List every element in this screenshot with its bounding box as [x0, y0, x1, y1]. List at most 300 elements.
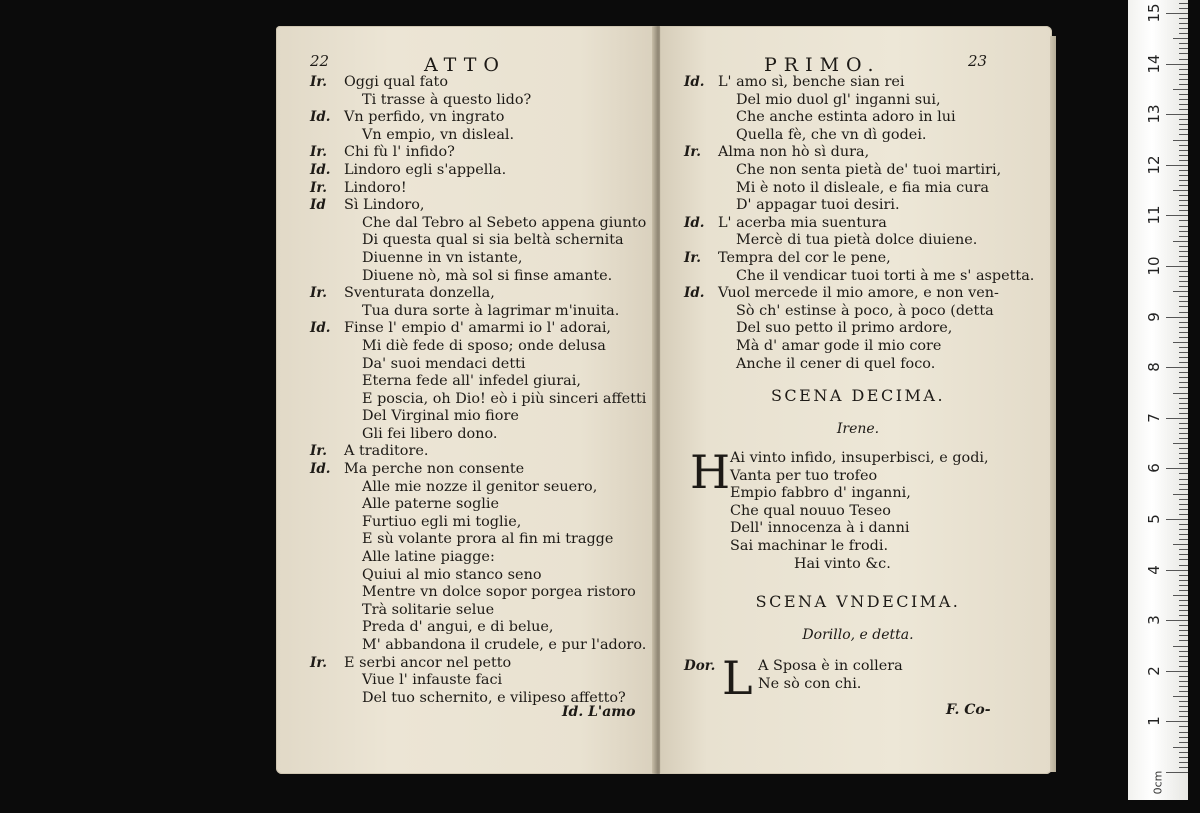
ruler-tick — [1179, 195, 1188, 196]
verse-line — [684, 92, 1052, 110]
ruler-tick — [1179, 43, 1188, 44]
ruler-tick — [1179, 175, 1188, 176]
verse-line — [684, 162, 1052, 180]
line-text: Sò ch' estinse à poco, à poco (detta — [736, 302, 994, 319]
ruler-tick — [1179, 676, 1188, 677]
verse-line — [310, 215, 656, 233]
ruler-number: 3 — [1145, 615, 1163, 625]
ruler-tick — [1173, 595, 1188, 596]
line-text: Eterna fede all' infedel giurai, — [362, 373, 581, 390]
verse-line — [310, 479, 656, 497]
speaker-label: Id. — [684, 74, 705, 90]
ruler-tick — [1179, 499, 1188, 500]
speaker-label: Dor. — [684, 658, 716, 674]
verse-line — [310, 232, 656, 250]
drop-capital: L — [722, 651, 753, 705]
verse-line — [310, 250, 656, 268]
verse-line — [684, 197, 1052, 215]
verse-line: Empio fabbro d' inganni, — [730, 485, 911, 502]
ruler-tick — [1179, 575, 1188, 576]
line-text: E serbi ancor nel petto — [344, 654, 512, 671]
ruler-tick — [1179, 79, 1188, 80]
drop-capital: H — [690, 445, 731, 499]
ruler-tick — [1166, 165, 1188, 166]
verse-line — [310, 461, 656, 479]
ruler-tick — [1179, 433, 1188, 434]
line-text: Preda d' angui, e di belue, — [362, 619, 554, 636]
ruler-number: 6 — [1145, 463, 1163, 474]
verse-line — [310, 584, 656, 602]
line-text: Diuene nò, mà sol si finse amante. — [362, 267, 613, 284]
speaker-label: Ir. — [684, 144, 701, 161]
ruler-tick — [1179, 145, 1188, 146]
ruler-tick — [1166, 570, 1188, 571]
line-text: Finse l' empio d' amarmi io l' adorai, — [344, 320, 611, 337]
verse-line — [684, 303, 1052, 321]
ruler-tick — [1179, 726, 1188, 727]
ruler-number: 5 — [1145, 514, 1163, 524]
ruler-tick — [1179, 732, 1188, 733]
line-text: A traditore. — [344, 443, 429, 460]
line-text: Vn empio, vn disleal. — [362, 126, 515, 143]
verse-line — [310, 408, 656, 426]
verse-line: Ne sò con chi. — [758, 675, 862, 692]
verse-line — [684, 109, 1052, 127]
line-text: Mentre vn dolce sopor porgea ristoro — [362, 584, 636, 601]
speaker-label: Id. — [310, 461, 331, 478]
ruler-tick — [1179, 210, 1188, 211]
ruler-tick — [1179, 585, 1188, 586]
verse-line — [310, 391, 656, 409]
verse-line — [310, 303, 656, 321]
ruler-tick — [1179, 630, 1188, 631]
ruler-tick — [1179, 322, 1188, 323]
scene-character: Irene. — [836, 421, 880, 437]
line-text: Mi diè fede di sposo; onde delusa — [362, 337, 606, 354]
ruler-tick — [1179, 479, 1188, 480]
ruler-tick — [1179, 463, 1188, 464]
verse-line — [310, 531, 656, 549]
verse-line — [684, 74, 1052, 92]
ruler-tick — [1179, 610, 1188, 611]
verse-line: Dell' innocenza à i danni — [730, 520, 910, 537]
ruler-number: 14 — [1145, 54, 1163, 74]
line-text: Del Virginal mio fiore — [362, 408, 519, 425]
speaker-label: Id. — [310, 109, 331, 126]
verse-line — [310, 549, 656, 567]
ruler-tick — [1179, 716, 1188, 717]
ruler-tick — [1179, 534, 1188, 535]
running-head-right: PRIMO. — [764, 54, 881, 76]
verse-line — [310, 655, 656, 673]
ruler-tick — [1179, 686, 1188, 687]
ruler-tick — [1179, 69, 1188, 70]
ruler-tick — [1179, 742, 1188, 743]
left-page — [276, 26, 656, 774]
ruler-number: 13 — [1145, 104, 1163, 124]
ruler-tick — [1179, 711, 1188, 712]
ruler-tick — [1179, 281, 1188, 282]
ruler-tick — [1179, 413, 1188, 414]
ruler-number: 12 — [1145, 155, 1163, 175]
ruler-tick — [1179, 185, 1188, 186]
line-text: Alle mie nozze il genitor seuero, — [362, 478, 598, 495]
line-text: Che non senta pietà de' tuoi martiri, — [736, 161, 1002, 178]
ruler-tick — [1179, 473, 1188, 474]
line-text: Mi è noto il disleale, e fia mia cura — [736, 179, 989, 196]
ruler-tick — [1173, 241, 1188, 242]
ruler-tick — [1179, 251, 1188, 252]
ruler-tick — [1179, 681, 1188, 682]
verse-line — [684, 320, 1052, 338]
line-text: Che anche estinta adoro in lui — [736, 109, 956, 126]
ruler-tick — [1179, 352, 1188, 353]
verse-line — [310, 285, 656, 303]
verse-line — [684, 285, 1052, 303]
ruler-tick — [1179, 651, 1188, 652]
line-text: Vn perfido, vn ingrato — [344, 109, 505, 126]
verse-line — [310, 426, 656, 444]
ruler-tick — [1173, 393, 1188, 394]
ruler-tick — [1179, 48, 1188, 49]
ruler-tick — [1179, 524, 1188, 525]
line-text: Del tuo schernito, e vilipeso affetto? — [362, 689, 626, 706]
ruler-tick — [1179, 84, 1188, 85]
ruler-tick — [1166, 671, 1188, 672]
left-page-text — [310, 74, 656, 707]
scene-title: SCENA VNDECIMA. — [755, 592, 961, 611]
ruler-tick — [1179, 398, 1188, 399]
scene-verse — [684, 468, 1032, 556]
speaker-label: Id. — [684, 285, 705, 302]
verse-line: A Sposa è in collera — [758, 658, 903, 674]
ruler-tick — [1179, 231, 1188, 232]
ruler-tick — [1179, 458, 1188, 459]
verse-line — [310, 373, 656, 391]
line-text: Che dal Tebro al Sebeto appena giunto — [362, 214, 647, 231]
verse-line — [310, 268, 656, 286]
verse-line — [310, 637, 656, 655]
line-text: Tempra del cor le pene, — [718, 249, 891, 266]
catchword-right: F. Co- — [946, 702, 991, 718]
verse-line — [684, 250, 1052, 268]
verse-line — [310, 356, 656, 374]
ruler-tick — [1179, 529, 1188, 530]
line-text: Quella fè, che vn dì godei. — [736, 126, 927, 143]
ruler-tick — [1179, 155, 1188, 156]
speaker-label: Ir. — [310, 285, 327, 302]
ruler-tick — [1166, 721, 1188, 722]
line-text: Oggi qual fato — [344, 74, 448, 90]
verse-line — [310, 443, 656, 461]
ruler-tick — [1166, 519, 1188, 520]
ruler-tick — [1179, 205, 1188, 206]
ruler-tick — [1173, 747, 1188, 748]
line-text: Del mio duol gl' inganni sui, — [736, 91, 941, 108]
ruler-tick — [1179, 438, 1188, 439]
verse-line — [684, 232, 1052, 250]
ruler-tick — [1179, 382, 1188, 383]
ruler-tick — [1166, 13, 1188, 14]
ruler-tick — [1166, 215, 1188, 216]
ruler-tick — [1179, 737, 1188, 738]
speaker-label: Ir. — [310, 144, 327, 161]
ruler-tick — [1166, 64, 1188, 65]
line-text: Alle latine piagge: — [362, 549, 495, 566]
line-text: L' acerba mia suentura — [718, 214, 887, 231]
line-text: Mà d' amar gode il mio core — [736, 337, 942, 354]
ruler-tick — [1179, 327, 1188, 328]
ruler-tick — [1179, 661, 1188, 662]
verse-line — [310, 320, 656, 338]
ruler-tick — [1166, 114, 1188, 115]
ruler-tick — [1179, 701, 1188, 702]
speaker-label: Ir. — [310, 179, 327, 196]
line-text: Alma non hò sì dura, — [718, 144, 870, 161]
verse-line — [310, 567, 656, 585]
line-text: Ma perche non consente — [344, 461, 525, 478]
catchword-left: Id. L'amo — [562, 704, 636, 720]
right-page — [660, 26, 1052, 774]
verse-line: Ai vinto infido, insuperbisci, e godi, — [730, 450, 989, 466]
line-text: Chi fù l' infido? — [344, 144, 455, 161]
page-edge — [1050, 36, 1056, 772]
ruler-tick — [1179, 23, 1188, 24]
ruler-tick — [1166, 367, 1188, 368]
ruler-tick — [1179, 246, 1188, 247]
ruler-tick — [1179, 605, 1188, 606]
ruler-tick — [1179, 332, 1188, 333]
ruler-tick — [1179, 504, 1188, 505]
ruler-tick — [1179, 767, 1188, 768]
ruler-number: 4 — [1145, 564, 1163, 575]
ruler-number: 1 — [1145, 716, 1163, 727]
ruler-tick — [1179, 666, 1188, 667]
ruler-tick — [1166, 772, 1188, 773]
ruler-tick — [1179, 762, 1188, 763]
ruler-tick — [1179, 3, 1188, 4]
page-number-left: 22 — [310, 52, 330, 70]
line-text: Sì Lindoro, — [344, 197, 425, 214]
ruler-tick — [1179, 33, 1188, 34]
line-text: Gli fei libero dono. — [362, 425, 498, 442]
ruler-tick — [1179, 119, 1188, 120]
ruler-tick — [1179, 357, 1188, 358]
line-text: Tua dura sorte à lagrimar m'inuita. — [362, 302, 620, 319]
scene-undecima — [684, 584, 1032, 708]
speaker-label: Ir. — [310, 443, 327, 460]
ruler-tick — [1179, 625, 1188, 626]
ruler-tick — [1179, 312, 1188, 313]
ruler-tick — [1179, 124, 1188, 125]
ruler-tick — [1179, 301, 1188, 302]
line-text: Lindoro! — [344, 179, 407, 196]
ruler-tick — [1179, 18, 1188, 19]
ruler-tick — [1179, 752, 1188, 753]
ruler-tick — [1179, 600, 1188, 601]
line-text: Del suo petto il primo ardore, — [736, 320, 953, 337]
line-text: Anche il cener di quel foco. — [736, 355, 936, 372]
ruler-tick — [1179, 590, 1188, 591]
verse-line — [310, 180, 656, 198]
verse-line — [310, 144, 656, 162]
line-text: Quiui al mio stanco seno — [362, 566, 542, 583]
ruler-tick — [1179, 347, 1188, 348]
verse-line — [684, 180, 1052, 198]
line-text: Da' suoi mendaci detti — [362, 355, 526, 372]
ruler-tick — [1179, 59, 1188, 60]
ruler-tick — [1179, 514, 1188, 515]
ruler-tick — [1179, 109, 1188, 110]
ruler-tick — [1173, 342, 1188, 343]
ruler-tick — [1179, 554, 1188, 555]
ruler-tick — [1179, 757, 1188, 758]
ruler-tick — [1179, 549, 1188, 550]
ruler-tick — [1166, 317, 1188, 318]
ruler-tick — [1179, 94, 1188, 95]
verse-line: Sai machinar le frodi. — [730, 537, 889, 554]
right-page-text — [684, 74, 1052, 373]
line-text: Viue l' infauste faci — [362, 672, 503, 689]
ruler-tick — [1166, 418, 1188, 419]
ruler-tick — [1179, 8, 1188, 9]
ruler-tick — [1179, 615, 1188, 616]
ruler-tick — [1179, 99, 1188, 100]
line-text: Trà solitarie selue — [362, 601, 495, 618]
line-text: Mercè di tua pietà dolce diuiene. — [736, 232, 978, 249]
ruler-tick — [1179, 236, 1188, 237]
ruler-tick — [1179, 580, 1188, 581]
line-text: Di questa qual si sia beltà schernita — [362, 232, 624, 249]
verse-line — [310, 514, 656, 532]
ruler-tick — [1173, 38, 1188, 39]
ruler-tick — [1179, 484, 1188, 485]
ruler-tick — [1179, 428, 1188, 429]
ruler-tick — [1179, 226, 1188, 227]
ruler-tick — [1179, 509, 1188, 510]
speaker-label: Ir. — [310, 654, 327, 671]
scene-title: SCENA DECIMA. — [770, 386, 946, 405]
ruler-tick — [1179, 180, 1188, 181]
verse-line — [684, 268, 1052, 286]
line-text: Che il vendicar tuoi torti à me s' aspetta. — [736, 267, 1035, 284]
verse-line — [310, 74, 656, 92]
ruler-tick — [1173, 190, 1188, 191]
line-text: Sventurata donzella, — [344, 285, 495, 302]
ruler-tick — [1173, 443, 1188, 444]
verse-line — [310, 338, 656, 356]
ruler-tick — [1173, 89, 1188, 90]
ruler-tick — [1179, 362, 1188, 363]
ruler-tick — [1179, 286, 1188, 287]
ruler-tick — [1179, 559, 1188, 560]
ruler-tick — [1173, 494, 1188, 495]
speaker-label: Id. — [310, 161, 331, 178]
speaker-label: Id. — [684, 214, 705, 231]
verse-line — [310, 619, 656, 637]
ruler-number: 11 — [1145, 205, 1163, 225]
line-text: M' abbandona il crudele, e pur l'adoro. — [362, 637, 647, 653]
ruler-tick — [1179, 403, 1188, 404]
ruler-tick — [1179, 453, 1188, 454]
ruler-tick — [1179, 74, 1188, 75]
ruler-tick — [1166, 468, 1188, 469]
ruler-tick — [1173, 140, 1188, 141]
line-text: Diuenne in vn istante, — [362, 249, 523, 266]
ruler-tick — [1179, 104, 1188, 105]
line-text: D' appagar tuoi desiri. — [736, 197, 900, 214]
verse-line: Che qual nouuo Teseo — [730, 502, 891, 519]
ruler-number: 15 — [1145, 3, 1163, 23]
speaker-label: Id — [310, 197, 326, 214]
verse-line — [310, 672, 656, 690]
verse-line — [310, 92, 656, 110]
verse-line — [310, 127, 656, 145]
ruler-tick — [1179, 377, 1188, 378]
line-text: E sù volante prora al fin mi tragge — [362, 531, 614, 548]
ruler-tick — [1179, 129, 1188, 130]
page-number-right: 23 — [968, 52, 988, 70]
speaker-label: Ir. — [310, 74, 327, 90]
verse-line — [684, 356, 1052, 374]
ruler-tick — [1179, 448, 1188, 449]
running-head-left: ATTO — [424, 54, 506, 76]
ruler-tick — [1179, 28, 1188, 29]
ruler-tick — [1179, 423, 1188, 424]
ruler-number: 2 — [1145, 666, 1163, 676]
ruler-tick — [1179, 387, 1188, 388]
speaker-label: Ir. — [684, 249, 701, 266]
verse-line: Vanta per tuo trofeo — [730, 467, 878, 484]
line-text: Ti trasse à questo lido? — [362, 91, 532, 108]
ruler-number: 10 — [1145, 256, 1163, 276]
verse-line — [310, 109, 656, 127]
ruler-tick — [1179, 337, 1188, 338]
ruler-number: 8 — [1145, 362, 1163, 372]
line-text: Furtiuo egli mi toglie, — [362, 513, 522, 530]
scene-character: Dorillo, e detta. — [802, 627, 914, 643]
ruler-tick — [1179, 306, 1188, 307]
ruler-tick — [1179, 656, 1188, 657]
verse-refrain: Hai vinto &c. — [794, 555, 891, 572]
ruler-tick — [1179, 200, 1188, 201]
open-book — [276, 26, 1056, 778]
ruler-tick — [1166, 620, 1188, 621]
ruler-tick — [1179, 640, 1188, 641]
ruler-tick — [1179, 296, 1188, 297]
ruler-tick — [1179, 134, 1188, 135]
ruler-tick — [1179, 170, 1188, 171]
ruler-tick — [1173, 291, 1188, 292]
ruler-number: 9 — [1145, 311, 1163, 322]
verse-line — [310, 197, 656, 215]
ruler-tick — [1179, 261, 1188, 262]
verse-line — [684, 127, 1052, 145]
ruler-tick — [1179, 372, 1188, 373]
ruler-tick — [1179, 691, 1188, 692]
ruler-tick — [1179, 408, 1188, 409]
verse-line — [684, 338, 1052, 356]
ruler-tick — [1166, 266, 1188, 267]
ruler-tick — [1179, 706, 1188, 707]
verse-line — [310, 602, 656, 620]
ruler-number: 7 — [1145, 413, 1163, 423]
verse-line — [684, 215, 1052, 233]
verse-line — [310, 162, 656, 180]
ruler-tick — [1179, 539, 1188, 540]
ruler-unit-label: 0cm — [1151, 770, 1165, 795]
ruler-tick — [1179, 635, 1188, 636]
